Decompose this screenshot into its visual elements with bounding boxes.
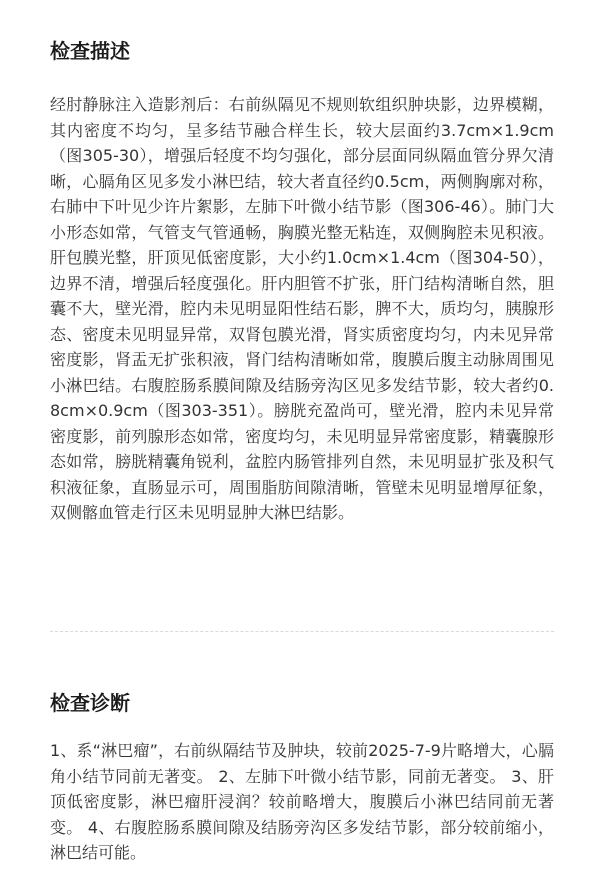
diagnosis-body: 1、系“淋巴瘤”，右前纵隔结节及肿块，较前2025-7-9片略增大，心膈角小结节同前无著变。 2、左肺下叶微小结节影，同前无著变。 3、肝顶低密度影，淋巴瘤肝浸润？较前略增大，腹膜后小淋巴结同前无著变。 4、右腹腔肠系膜间隙及结肠旁沟区多发结节影，部分较前缩小，淋巴结可能。 (50, 741, 554, 862)
diagnosis-title: 检查诊断 (50, 691, 130, 715)
bottom-fade-overlay (0, 867, 603, 889)
diagnosis-section (50, 690, 554, 866)
description-section (50, 38, 554, 526)
description-title: 检查描述 (50, 39, 130, 63)
description-body: 经肘静脉注入造影剂后：右前纵隔见不规则软组织肿块影，边界模糊，其内密度不均匀，呈多结节融合样生长，较大层面约3.7cm×1.9cm（图305-30），增强后轻度不均匀强化，部分层面同纵隔血管分界欠清晰，心膈角区见多发小淋巴结，较大者直径约0.5cm，两侧胸廓对称，右肺中下叶见少许片絮影，左肺下叶微小结节影（图306-46）。肺门大小形态如常，气管支气管通畅，胸膜光整无粘连，双侧胸腔未见积液。 肝包膜光整，肝顶见低密度影，大小约1.0cm×1.4cm（图304-50），边界不清，增强后轻度强化。肝内胆管不扩张，肝门结构清晰自然，胆囊不大，壁光滑，腔内未见明显阳性结石影，脾不大，质均匀，胰腺形态、密度未见明显异常，双肾包膜光滑，肾实质密度均匀，内未见异常密度影，肾盂无扩张积液，肾门结构清晰如常，腹膜后腹主动脉周围见小淋巴结。右腹腔肠系膜间隙及结肠旁沟区见多发结节影，较大者约0.8cm×0.9cm（图303-351）。膀胱充盈尚可，壁光滑，腔内未见异常密度影，前列腺形态如常，密度均匀，未见明显异常密度影，精囊腺形态如常，膀胱精囊角锐利，盆腔内肠管排列自然，未见明显扩张及积气积液征象，直肠显示可，周围脂肪间隙清晰，管壁未见明显增厚征象，双侧髂血管走行区未见明显肿大淋巴结影。 (50, 95, 554, 522)
section-divider (50, 631, 554, 632)
